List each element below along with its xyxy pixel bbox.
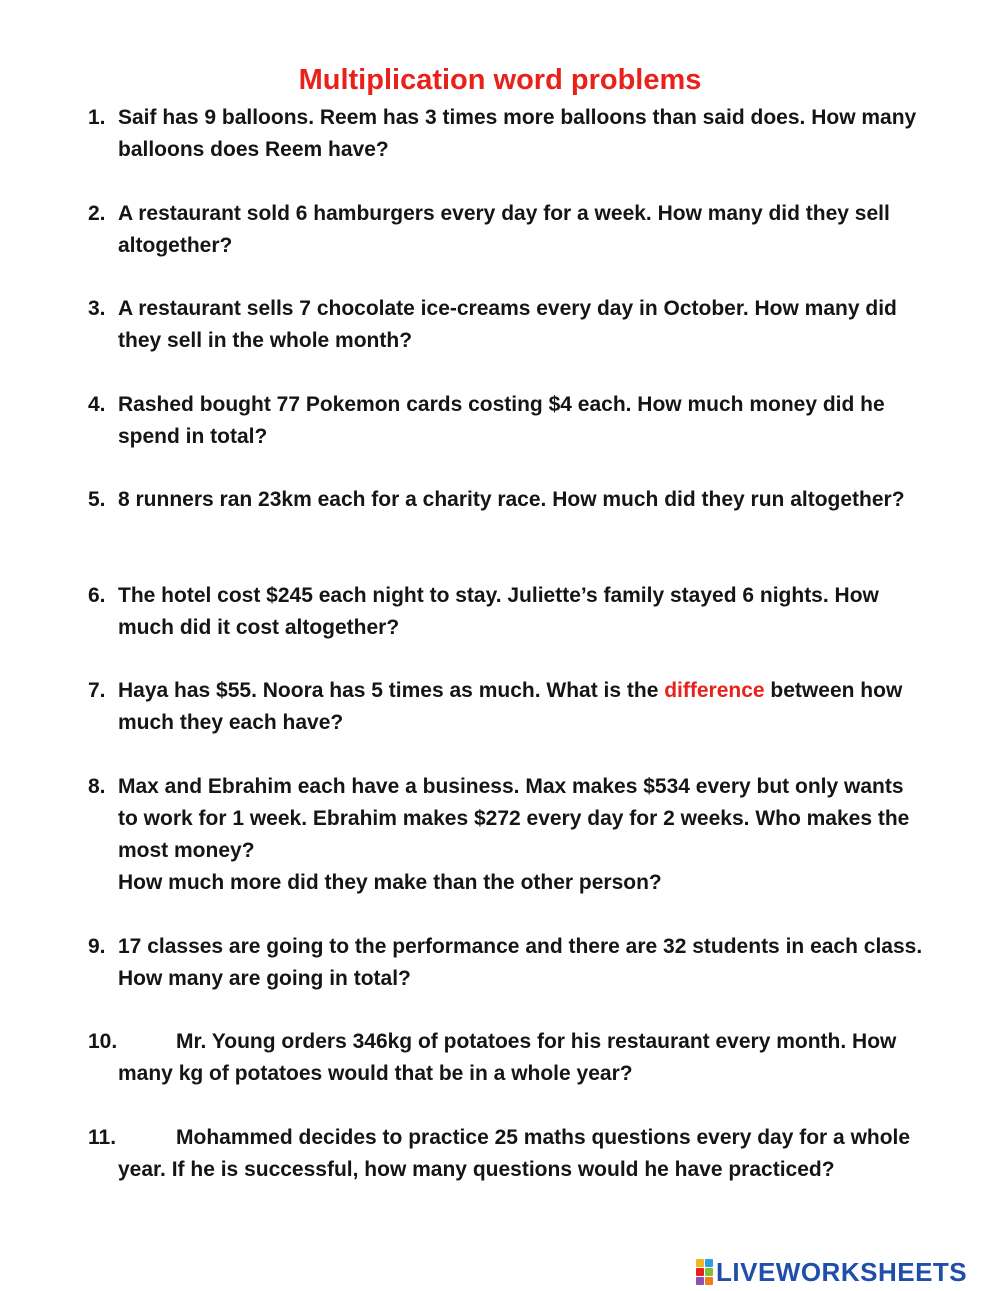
question-6	[88, 580, 928, 644]
question-text: 17 classes are going to the performance and there are 32 students in each class. How many are going in total?	[118, 935, 923, 990]
question-4	[88, 389, 928, 453]
question-text: The hotel cost $245 each night to stay. Juliette’s family stayed 6 nights. How much did it cost altogether?	[118, 584, 879, 639]
question-number: 9.	[88, 935, 106, 958]
logo-text: LIVEWORKSHEETS	[716, 1256, 968, 1287]
question-text: A restaurant sold 6 hamburgers every day for a week. How many did they sell altogether?	[118, 202, 890, 257]
question-2	[88, 198, 928, 262]
question-text: Max and Ebrahim each have a business. Max makes $534 every but only wants to work for 1 week. Ebrahim makes $272 every day for 2 weeks. Who makes the most money?	[118, 775, 910, 862]
question-number: 1.	[88, 106, 106, 129]
question-number: 3.	[88, 297, 106, 320]
question-number: 4.	[88, 393, 106, 416]
question-text-after: between how much they each have?	[118, 679, 903, 734]
question-text: A restaurant sells 7 chocolate ice-creams every day in October. How many did they sell in the whole month?	[118, 297, 897, 352]
question-number: 10.	[88, 1030, 118, 1053]
page-title: Multiplication word problems	[298, 64, 702, 96]
question-10	[88, 1026, 928, 1090]
question-number: 8.	[88, 775, 106, 798]
question-text-body: Mr. Young orders 346kg of potatoes for his restaurant every month. How many kg of potatoes would that be in a whole year?	[118, 1030, 897, 1085]
highlighted-word: difference	[664, 679, 765, 702]
question-number: 6.	[88, 584, 106, 607]
question-5	[88, 484, 928, 516]
question-number: 5.	[88, 488, 106, 511]
question-text: 8 runners ran 23km each for a charity race. How much did they run altogether?	[118, 488, 905, 511]
question-text: Rashed bought 77 Pokemon cards costing $4 each. How much money did he spend in total?	[118, 393, 885, 448]
question-3	[88, 293, 928, 357]
question-text-body: Mohammed decides to practice 25 maths questions every day for a whole year. If he is successful, how many questions would he have practiced?	[118, 1126, 911, 1181]
question-9	[88, 931, 928, 995]
question-8	[88, 771, 928, 899]
question-11	[88, 1122, 928, 1186]
question-number: 2.	[88, 202, 106, 225]
question-text	[88, 675, 928, 739]
logo-grid-icon	[696, 1259, 713, 1285]
question-7	[88, 675, 928, 739]
question-text-before: Haya has $55. Noora has 5 times as much. What is the	[118, 679, 665, 702]
question-text-line-2: How much more did they make than the other person?	[118, 871, 662, 894]
question-number: 7.	[88, 679, 106, 702]
question-text	[88, 1122, 928, 1186]
liveworksheets-logo	[696, 1258, 967, 1286]
question-text	[88, 1026, 928, 1090]
question-1	[88, 102, 928, 166]
question-text: Saif has 9 balloons. Reem has 3 times more balloons than said does. How many balloons does Reem have?	[118, 106, 917, 161]
question-number: 11.	[88, 1126, 117, 1149]
